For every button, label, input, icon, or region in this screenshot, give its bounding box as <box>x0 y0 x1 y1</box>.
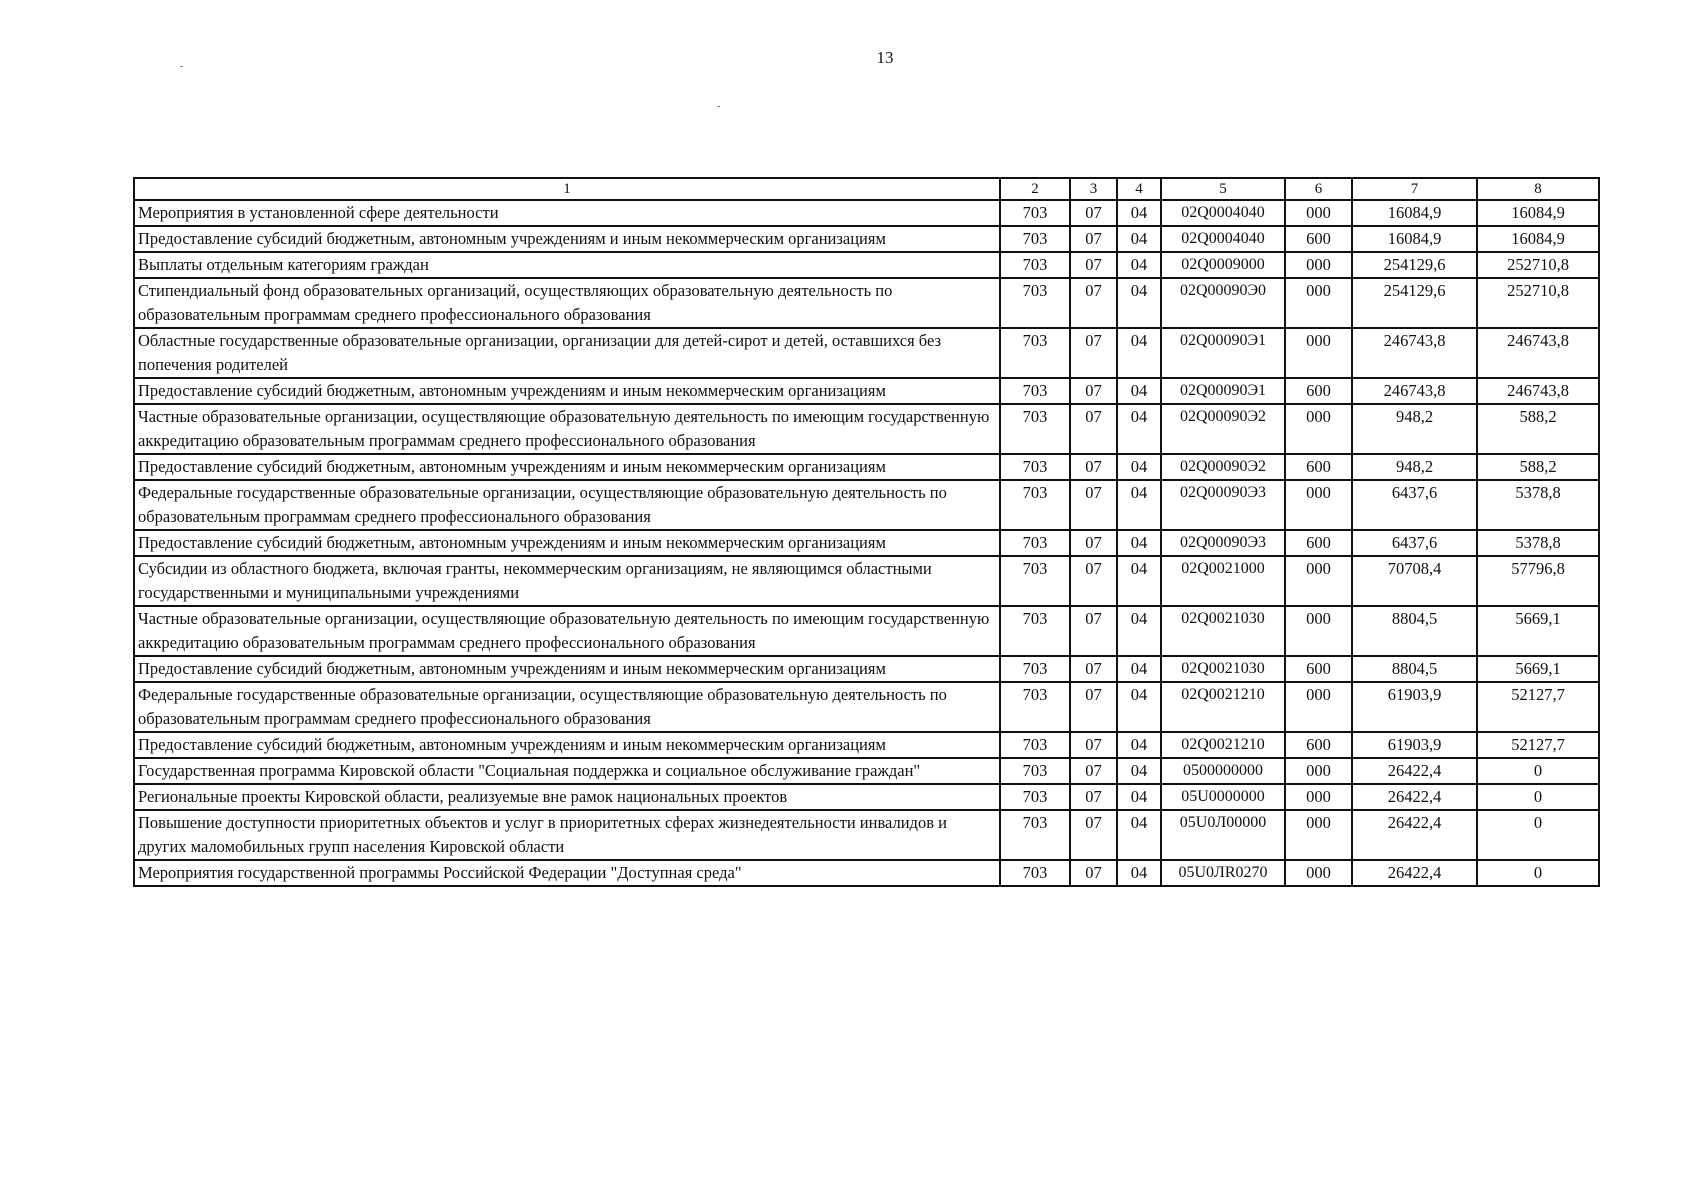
table-row <box>134 784 1599 810</box>
cell-expense-type: 000 <box>1285 606 1352 656</box>
cell-expense-type: 000 <box>1285 480 1352 530</box>
cell-section: 07 <box>1070 252 1117 278</box>
cell-ministry-code: 703 <box>1000 226 1070 252</box>
cell-subsection: 04 <box>1117 860 1161 886</box>
cell-target-article: 02Q0009000 <box>1161 252 1285 278</box>
cell-amount-col8: 0 <box>1477 810 1599 860</box>
cell-amount-col7: 26422,4 <box>1352 810 1477 860</box>
cell-ministry-code: 703 <box>1000 378 1070 404</box>
cell-target-article: 02Q0021030 <box>1161 656 1285 682</box>
cell-target-article: 02Q00090Э3 <box>1161 480 1285 530</box>
cell-description: Мероприятия в установленной сфере деятельности <box>134 200 1000 226</box>
cell-amount-col7: 70708,4 <box>1352 556 1477 606</box>
cell-subsection: 04 <box>1117 556 1161 606</box>
cell-amount-col8: 5669,1 <box>1477 656 1599 682</box>
cell-target-article: 0500000000 <box>1161 758 1285 784</box>
cell-expense-type: 600 <box>1285 530 1352 556</box>
cell-ministry-code: 703 <box>1000 404 1070 454</box>
table-row <box>134 530 1599 556</box>
cell-ministry-code: 703 <box>1000 454 1070 480</box>
table-header <box>134 178 1599 200</box>
cell-ministry-code: 703 <box>1000 810 1070 860</box>
cell-section: 07 <box>1070 378 1117 404</box>
cell-description: Частные образовательные организации, осуществляющие образовательную деятельность по имеющим государственную аккредитацию образовательным программам среднего профессионального образования <box>134 404 1000 454</box>
cell-target-article: 02Q00090Э2 <box>1161 404 1285 454</box>
cell-subsection: 04 <box>1117 732 1161 758</box>
cell-amount-col7: 246743,8 <box>1352 378 1477 404</box>
cell-ministry-code: 703 <box>1000 606 1070 656</box>
cell-section: 07 <box>1070 404 1117 454</box>
cell-subsection: 04 <box>1117 758 1161 784</box>
cell-target-article: 02Q0021000 <box>1161 556 1285 606</box>
table-row <box>134 378 1599 404</box>
cell-amount-col7: 8804,5 <box>1352 656 1477 682</box>
table-row <box>134 758 1599 784</box>
cell-subsection: 04 <box>1117 378 1161 404</box>
cell-subsection: 04 <box>1117 404 1161 454</box>
cell-amount-col7: 948,2 <box>1352 454 1477 480</box>
cell-expense-type: 000 <box>1285 758 1352 784</box>
cell-target-article: 02Q0021210 <box>1161 732 1285 758</box>
cell-expense-type: 000 <box>1285 328 1352 378</box>
cell-target-article: 05U0000000 <box>1161 784 1285 810</box>
cell-description: Предоставление субсидий бюджетным, автономным учреждениям и иным некоммерческим организациям <box>134 530 1000 556</box>
cell-expense-type: 600 <box>1285 656 1352 682</box>
cell-amount-col7: 254129,6 <box>1352 252 1477 278</box>
cell-amount-col8: 5378,8 <box>1477 480 1599 530</box>
scan-speck <box>180 66 183 67</box>
cell-section: 07 <box>1070 530 1117 556</box>
cell-section: 07 <box>1070 606 1117 656</box>
column-header-2: 2 <box>1000 178 1070 200</box>
cell-subsection: 04 <box>1117 226 1161 252</box>
table-row <box>134 810 1599 860</box>
cell-ministry-code: 703 <box>1000 200 1070 226</box>
cell-target-article: 02Q00090Э1 <box>1161 328 1285 378</box>
table-row <box>134 556 1599 606</box>
cell-section: 07 <box>1070 556 1117 606</box>
cell-ministry-code: 703 <box>1000 758 1070 784</box>
cell-description: Областные государственные образовательные организации, организации для детей-сирот и детей, оставшихся без попечения родителей <box>134 328 1000 378</box>
table-row <box>134 656 1599 682</box>
column-header-6: 6 <box>1285 178 1352 200</box>
cell-ministry-code: 703 <box>1000 328 1070 378</box>
cell-description: Региональные проекты Кировской области, реализуемые вне рамок национальных проектов <box>134 784 1000 810</box>
cell-target-article: 02Q0021210 <box>1161 682 1285 732</box>
cell-amount-col7: 26422,4 <box>1352 860 1477 886</box>
scan-speck <box>717 106 720 107</box>
cell-section: 07 <box>1070 454 1117 480</box>
cell-description: Стипендиальный фонд образовательных организаций, осуществляющих образовательную деятельность по образовательным программам среднего профессионального образования <box>134 278 1000 328</box>
cell-subsection: 04 <box>1117 784 1161 810</box>
cell-section: 07 <box>1070 480 1117 530</box>
cell-target-article: 05U0ЛR0270 <box>1161 860 1285 886</box>
cell-expense-type: 000 <box>1285 200 1352 226</box>
cell-section: 07 <box>1070 732 1117 758</box>
cell-target-article: 02Q00090Э2 <box>1161 454 1285 480</box>
cell-amount-col7: 61903,9 <box>1352 682 1477 732</box>
column-header-3: 3 <box>1070 178 1117 200</box>
table-body <box>134 200 1599 886</box>
table-row <box>134 606 1599 656</box>
cell-expense-type: 000 <box>1285 404 1352 454</box>
cell-section: 07 <box>1070 656 1117 682</box>
cell-subsection: 04 <box>1117 200 1161 226</box>
cell-amount-col8: 0 <box>1477 860 1599 886</box>
cell-ministry-code: 703 <box>1000 556 1070 606</box>
cell-subsection: 04 <box>1117 454 1161 480</box>
cell-subsection: 04 <box>1117 606 1161 656</box>
page-number: 13 <box>876 48 894 67</box>
header-row <box>134 178 1599 200</box>
cell-section: 07 <box>1070 226 1117 252</box>
table-row <box>134 404 1599 454</box>
cell-subsection: 04 <box>1117 278 1161 328</box>
cell-expense-type: 000 <box>1285 784 1352 810</box>
cell-ministry-code: 703 <box>1000 732 1070 758</box>
cell-target-article: 02Q00090Э3 <box>1161 530 1285 556</box>
cell-section: 07 <box>1070 784 1117 810</box>
cell-expense-type: 600 <box>1285 226 1352 252</box>
cell-amount-col8: 57796,8 <box>1477 556 1599 606</box>
cell-description: Государственная программа Кировской области "Социальная поддержка и социальное обслуживание граждан" <box>134 758 1000 784</box>
cell-description: Мероприятия государственной программы Российской Федерации "Доступная среда" <box>134 860 1000 886</box>
cell-amount-col8: 252710,8 <box>1477 278 1599 328</box>
cell-description: Предоставление субсидий бюджетным, автономным учреждениям и иным некоммерческим организациям <box>134 656 1000 682</box>
cell-amount-col7: 16084,9 <box>1352 200 1477 226</box>
cell-amount-col8: 252710,8 <box>1477 252 1599 278</box>
cell-target-article: 02Q00090Э0 <box>1161 278 1285 328</box>
cell-expense-type: 000 <box>1285 556 1352 606</box>
cell-amount-col7: 948,2 <box>1352 404 1477 454</box>
column-header-1: 1 <box>134 178 1000 200</box>
cell-subsection: 04 <box>1117 810 1161 860</box>
table-row <box>134 328 1599 378</box>
cell-subsection: 04 <box>1117 252 1161 278</box>
cell-subsection: 04 <box>1117 328 1161 378</box>
cell-amount-col7: 246743,8 <box>1352 328 1477 378</box>
budget-table <box>133 177 1600 887</box>
cell-expense-type: 000 <box>1285 278 1352 328</box>
cell-amount-col8: 16084,9 <box>1477 226 1599 252</box>
cell-amount-col7: 6437,6 <box>1352 530 1477 556</box>
cell-amount-col8: 16084,9 <box>1477 200 1599 226</box>
cell-description: Предоставление субсидий бюджетным, автономным учреждениям и иным некоммерческим организациям <box>134 732 1000 758</box>
cell-section: 07 <box>1070 278 1117 328</box>
cell-description: Выплаты отдельным категориям граждан <box>134 252 1000 278</box>
cell-amount-col7: 16084,9 <box>1352 226 1477 252</box>
cell-amount-col8: 588,2 <box>1477 454 1599 480</box>
column-header-7: 7 <box>1352 178 1477 200</box>
cell-amount-col7: 61903,9 <box>1352 732 1477 758</box>
cell-subsection: 04 <box>1117 682 1161 732</box>
cell-description: Предоставление субсидий бюджетным, автономным учреждениям и иным некоммерческим организациям <box>134 454 1000 480</box>
cell-amount-col7: 6437,6 <box>1352 480 1477 530</box>
table-row <box>134 480 1599 530</box>
cell-subsection: 04 <box>1117 530 1161 556</box>
cell-expense-type: 000 <box>1285 682 1352 732</box>
cell-description: Частные образовательные организации, осуществляющие образовательную деятельность по имеющим государственную аккредитацию образовательным программам среднего профессионального образования <box>134 606 1000 656</box>
cell-ministry-code: 703 <box>1000 784 1070 810</box>
cell-ministry-code: 703 <box>1000 252 1070 278</box>
cell-subsection: 04 <box>1117 480 1161 530</box>
table-row <box>134 454 1599 480</box>
cell-ministry-code: 703 <box>1000 656 1070 682</box>
cell-ministry-code: 703 <box>1000 278 1070 328</box>
cell-amount-col7: 254129,6 <box>1352 278 1477 328</box>
cell-expense-type: 000 <box>1285 860 1352 886</box>
cell-ministry-code: 703 <box>1000 480 1070 530</box>
cell-target-article: 02Q0004040 <box>1161 200 1285 226</box>
cell-target-article: 02Q0004040 <box>1161 226 1285 252</box>
cell-ministry-code: 703 <box>1000 682 1070 732</box>
cell-target-article: 05U0Л00000 <box>1161 810 1285 860</box>
cell-section: 07 <box>1070 328 1117 378</box>
cell-description: Субсидии из областного бюджета, включая гранты, некоммерческим организациям, не являющимся областными государственными и муниципальными учреждениями <box>134 556 1000 606</box>
cell-amount-col8: 52127,7 <box>1477 732 1599 758</box>
cell-description: Повышение доступности приоритетных объектов и услуг в приоритетных сферах жизнедеятельности инвалидов и других маломобильных групп населения Кировской области <box>134 810 1000 860</box>
cell-expense-type: 600 <box>1285 454 1352 480</box>
cell-amount-col8: 0 <box>1477 784 1599 810</box>
cell-description: Федеральные государственные образовательные организации, осуществляющие образовательную деятельность по образовательным программам среднего профессионального образования <box>134 480 1000 530</box>
cell-amount-col8: 52127,7 <box>1477 682 1599 732</box>
cell-amount-col8: 588,2 <box>1477 404 1599 454</box>
cell-amount-col8: 246743,8 <box>1477 378 1599 404</box>
cell-amount-col7: 8804,5 <box>1352 606 1477 656</box>
cell-target-article: 02Q00090Э1 <box>1161 378 1285 404</box>
table-row <box>134 278 1599 328</box>
cell-amount-col8: 246743,8 <box>1477 328 1599 378</box>
cell-section: 07 <box>1070 810 1117 860</box>
table-row <box>134 732 1599 758</box>
cell-subsection: 04 <box>1117 656 1161 682</box>
table-row <box>134 860 1599 886</box>
cell-ministry-code: 703 <box>1000 530 1070 556</box>
cell-ministry-code: 703 <box>1000 860 1070 886</box>
cell-description: Предоставление субсидий бюджетным, автономным учреждениям и иным некоммерческим организациям <box>134 226 1000 252</box>
cell-amount-col7: 26422,4 <box>1352 758 1477 784</box>
cell-amount-col8: 0 <box>1477 758 1599 784</box>
cell-section: 07 <box>1070 682 1117 732</box>
cell-amount-col8: 5669,1 <box>1477 606 1599 656</box>
column-header-8: 8 <box>1477 178 1599 200</box>
cell-section: 07 <box>1070 758 1117 784</box>
cell-section: 07 <box>1070 860 1117 886</box>
table-row <box>134 682 1599 732</box>
table-row <box>134 226 1599 252</box>
cell-description: Федеральные государственные образовательные организации, осуществляющие образовательную деятельность по образовательным программам среднего профессионального образования <box>134 682 1000 732</box>
cell-expense-type: 600 <box>1285 732 1352 758</box>
cell-expense-type: 000 <box>1285 252 1352 278</box>
cell-section: 07 <box>1070 200 1117 226</box>
table-row <box>134 200 1599 226</box>
column-header-5: 5 <box>1161 178 1285 200</box>
cell-amount-col7: 26422,4 <box>1352 784 1477 810</box>
column-header-4: 4 <box>1117 178 1161 200</box>
cell-expense-type: 600 <box>1285 378 1352 404</box>
cell-description: Предоставление субсидий бюджетным, автономным учреждениям и иным некоммерческим организациям <box>134 378 1000 404</box>
table-row <box>134 252 1599 278</box>
cell-amount-col8: 5378,8 <box>1477 530 1599 556</box>
cell-expense-type: 000 <box>1285 810 1352 860</box>
cell-target-article: 02Q0021030 <box>1161 606 1285 656</box>
